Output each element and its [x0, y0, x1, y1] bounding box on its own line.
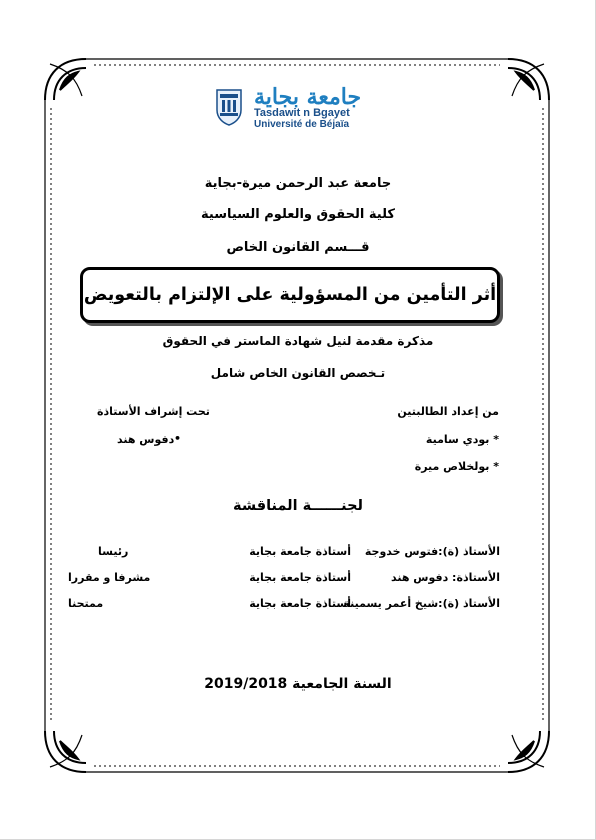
committee-member-role: رئيسا	[98, 545, 129, 558]
committee-member-name: الأستاذ (ة):شيخ أعمر يسمينة	[343, 597, 500, 610]
committee-member-affiliation: أستاذة جامعة بجاية	[249, 545, 351, 558]
thesis-subtitle: مذكرة مقدمة لنيل شهادة الماستر في الحقوق	[162, 334, 434, 348]
supervisor-name: دفوس هند	[117, 433, 175, 446]
department-name: قـــسم القانون الخاص	[226, 240, 370, 255]
faculty-name: كلية الحقوق والعلوم السياسية	[201, 207, 395, 222]
bullet-icon: •	[174, 432, 182, 445]
logo-latin-text: Université de Béjaïa	[254, 119, 350, 130]
academic-year: السنة الجامعية 2019/2018	[204, 676, 392, 692]
students-heading: من إعداد الطالبتين	[397, 405, 499, 418]
committee-member-role: مشرفا و مقررا	[68, 571, 151, 584]
thesis-title-box	[80, 267, 500, 323]
committee-member-role: ممتحنا	[68, 597, 104, 610]
committee-member-name: الأستاذة: دفوس هند	[391, 571, 500, 584]
thesis-specialty: تـخصص القانون الخاص شامل	[210, 366, 386, 380]
university-name: جامعة عبد الرحمن ميرة-بجاية	[204, 176, 392, 191]
committee-heading: لجنــــــة المناقشة	[233, 498, 363, 514]
university-emblem-icon	[214, 86, 244, 126]
committee-member-affiliation: أستاذة جامعة بجاية	[249, 597, 351, 610]
committee-member-name: الأستاذ (ة):فتوس خدوجة	[364, 545, 500, 558]
logo-arabic-text: جامعة بجاية	[254, 84, 362, 110]
student-name: * بودي سامية	[425, 433, 499, 446]
committee-member-affiliation: أستاذة جامعة بجاية	[249, 571, 351, 584]
university-logo	[214, 86, 384, 132]
thesis-title: أثر التأمين من المسؤولية على الإلتزام بالتعويض	[83, 285, 497, 305]
supervisor-heading: تحت إشراف الأستاذة	[97, 405, 210, 418]
logo-latin-text: Tasdawit n Bgayet	[254, 107, 350, 119]
student-name: * بولخلاص ميرة	[414, 460, 499, 473]
